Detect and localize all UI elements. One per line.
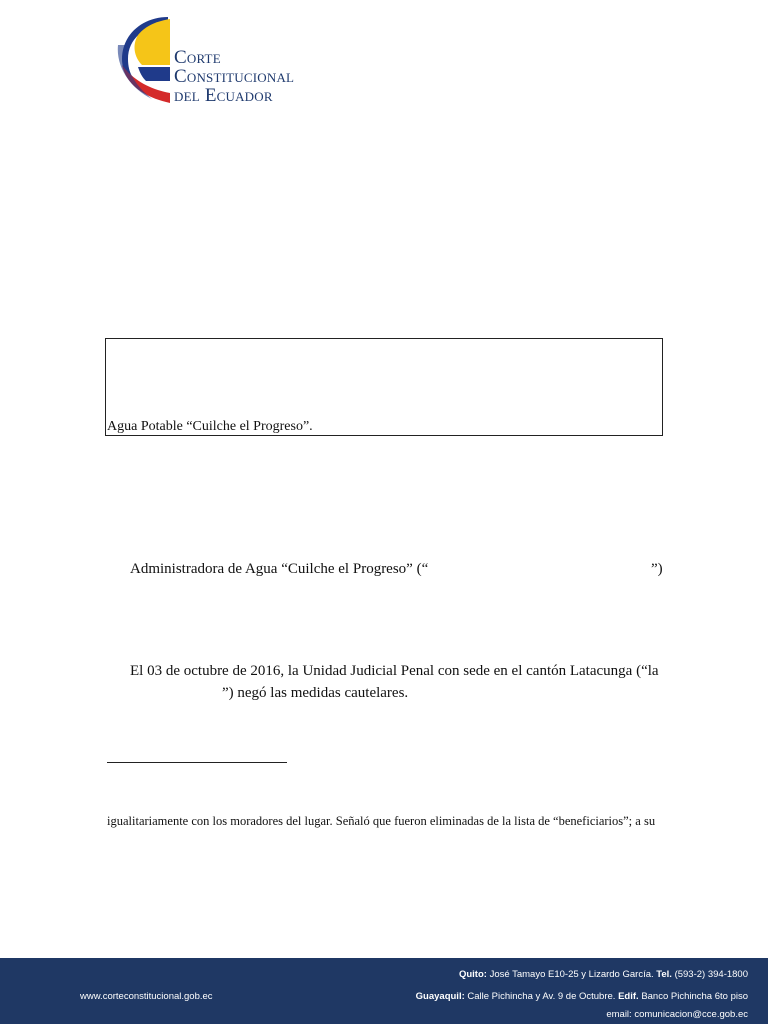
guayaquil-label: Guayaquil: [415,991,465,1002]
edif-value: Banco Pichincha 6to piso [641,991,748,1002]
tel-label: Tel. [656,969,672,980]
footer-email-line[interactable]: email: comunicacion@cce.gob.ec [606,1009,748,1020]
guayaquil-address: Calle Pichincha y Av. 9 de Octubre. [467,991,616,1002]
logo-line-2: Constitucional [174,66,295,87]
page-footer [0,958,768,1024]
footer-quito-line [459,969,748,980]
quito-address: José Tamayo E10-25 y Lizardo García. [489,969,654,980]
footnote-text: igualitariamente con los moradores del lugar. Señaló que fueron eliminadas de la lista de “beneficiarios”; a su [107,814,656,828]
summary-box [105,338,663,436]
footer-guayaquil-line [416,991,748,1002]
logo-line-3: del Ecuador [174,85,273,106]
edif-label: Edif. [618,991,639,1002]
tel-value: (593-2) 394-1800 [674,969,748,980]
logo-line-1: Corte [174,47,221,68]
paragraph-1-start: Administradora de Agua “Cuilche el Progreso” (“ [130,561,429,577]
summary-box-text: Agua Potable “Cuilche el Progreso”. [107,419,313,434]
quito-label: Quito: [458,969,487,980]
footnote-separator [107,762,287,763]
paragraph-2-line-2: ”) negó las medidas cautelares. [222,685,409,701]
footer-website-link[interactable]: www.corteconstitucional.gob.ec [80,991,213,1002]
paragraph-2-line-1: El 03 de octubre de 2016, la Unidad Judicial Penal con sede en el cantón Latacunga (“la [130,663,659,679]
court-logo [112,15,332,107]
court-emblem-icon [112,15,172,107]
paragraph-1-end: ”) [651,561,663,577]
